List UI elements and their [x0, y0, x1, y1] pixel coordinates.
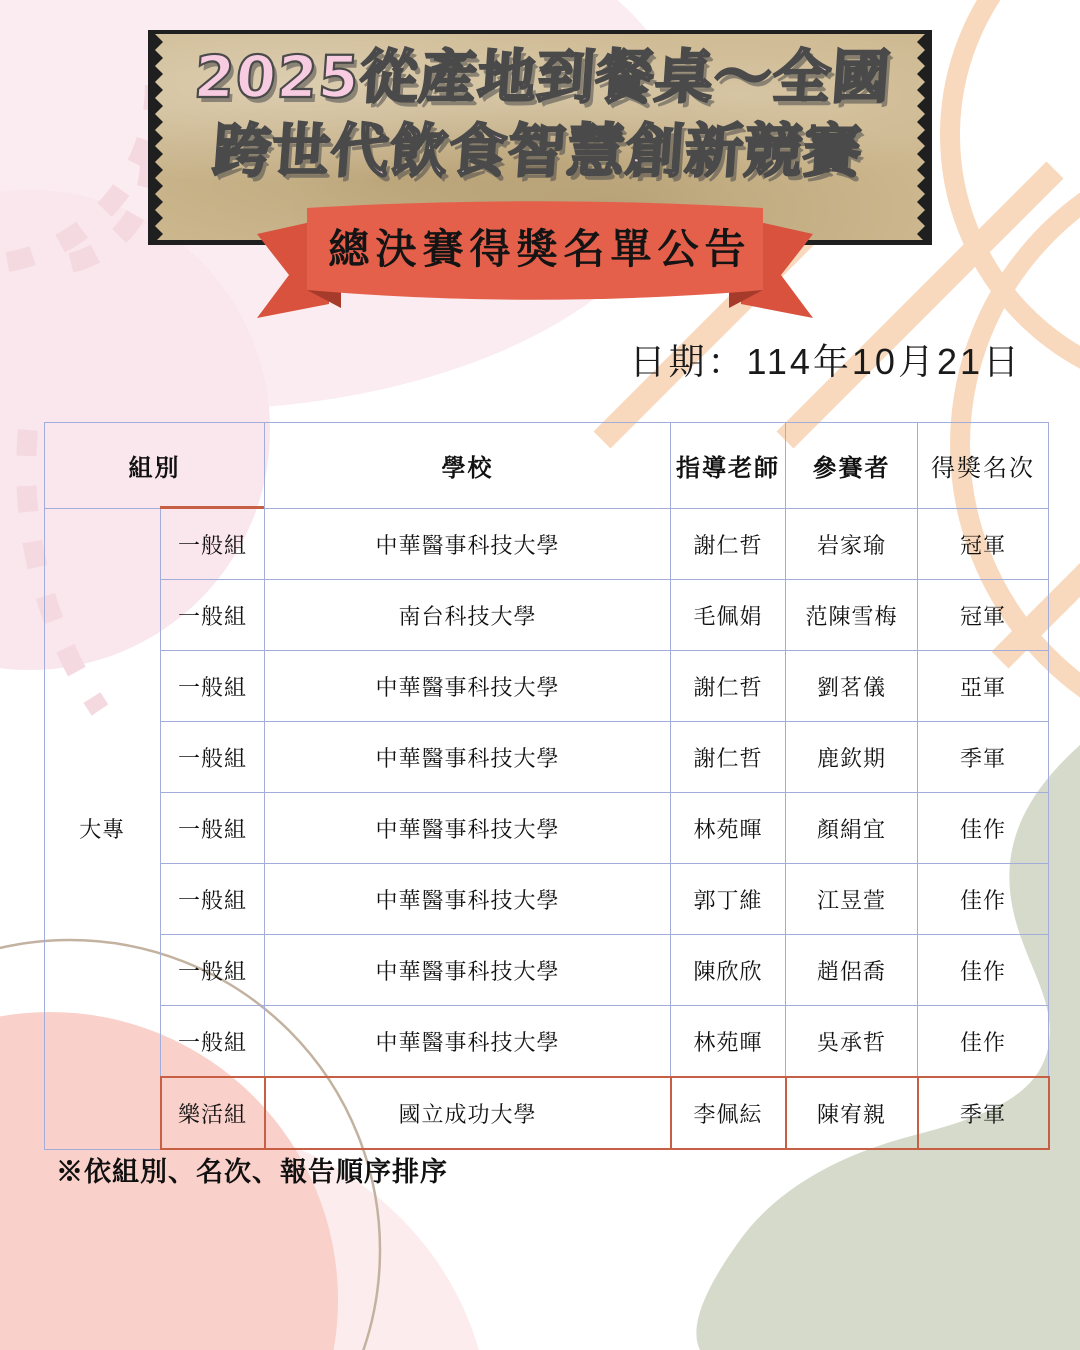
ribbon-label: 總決賽得獎名單公告	[328, 225, 752, 273]
participant-cell: 吳承哲	[786, 1006, 918, 1078]
participant-cell: 范陳雪梅	[786, 580, 918, 651]
group-cell: 樂活組	[161, 1077, 265, 1149]
award-cell: 佳作	[918, 1006, 1049, 1078]
group-cell: 一般組	[161, 935, 265, 1006]
table-row	[45, 935, 1049, 1006]
title-line-1: 2025從產地到餐桌～全國	[192, 43, 894, 111]
participant-cell: 劉茗儀	[786, 651, 918, 722]
table-row	[45, 1006, 1049, 1078]
poster-title	[145, 40, 935, 188]
school-cell: 中華醫事科技大學	[265, 509, 671, 580]
school-cell: 國立成功大學	[265, 1077, 671, 1149]
award-cell: 佳作	[918, 793, 1049, 864]
group-cell: 一般組	[161, 651, 265, 722]
table-row	[45, 509, 1049, 580]
group-cell: 一般組	[161, 1006, 265, 1078]
participant-cell: 陳宥親	[786, 1077, 918, 1149]
header-row	[45, 423, 1049, 509]
col-header-award: 得獎名次	[918, 423, 1049, 509]
teacher-cell: 李佩紜	[671, 1077, 786, 1149]
award-cell: 冠軍	[918, 509, 1049, 580]
results-table	[44, 422, 1050, 1150]
award-cell: 亞軍	[918, 651, 1049, 722]
participant-cell: 鹿欽期	[786, 722, 918, 793]
participant-cell: 趙侶喬	[786, 935, 918, 1006]
award-cell: 佳作	[918, 864, 1049, 935]
col-header-school: 學校	[265, 423, 671, 509]
table-row	[45, 580, 1049, 651]
participant-cell: 江昱萱	[786, 864, 918, 935]
col-header-participant: 參賽者	[786, 423, 918, 509]
group-cell: 一般組	[161, 722, 265, 793]
table-row	[45, 864, 1049, 935]
participant-cell: 顏絹宜	[786, 793, 918, 864]
school-cell: 中華醫事科技大學	[265, 722, 671, 793]
teacher-cell: 謝仁哲	[671, 651, 786, 722]
school-cell: 中華醫事科技大學	[265, 1006, 671, 1078]
school-cell: 中華醫事科技大學	[265, 935, 671, 1006]
teacher-cell: 謝仁哲	[671, 722, 786, 793]
title-line-2: 跨世代飲食智慧創新競賽	[210, 117, 865, 186]
table-row	[45, 651, 1049, 722]
award-cell: 季軍	[918, 722, 1049, 793]
group-cell: 一般組	[161, 509, 265, 580]
table-row	[45, 793, 1049, 864]
teacher-cell: 謝仁哲	[671, 509, 786, 580]
teacher-cell: 林苑暉	[671, 1006, 786, 1078]
participant-cell: 岩家瑜	[786, 509, 918, 580]
school-cell: 中華醫事科技大學	[265, 651, 671, 722]
red-border-segment	[160, 506, 264, 509]
school-cell: 中華醫事科技大學	[265, 864, 671, 935]
table-row	[45, 722, 1049, 793]
award-cell: 季軍	[918, 1077, 1049, 1149]
group-cell: 一般組	[161, 580, 265, 651]
group-cell: 一般組	[161, 864, 265, 935]
award-cell: 佳作	[918, 935, 1049, 1006]
school-cell: 南台科技大學	[265, 580, 671, 651]
col-header-teacher: 指導老師	[671, 423, 786, 509]
date-label: 日期：114年10月21日	[629, 341, 1022, 382]
group-cell: 一般組	[161, 793, 265, 864]
teacher-cell: 郭丁維	[671, 864, 786, 935]
teacher-cell: 林苑暉	[671, 793, 786, 864]
footnote: ※依組別、名次、報告順序排序	[56, 1157, 448, 1187]
col-header-group: 組別	[45, 423, 265, 509]
school-cell: 中華醫事科技大學	[265, 793, 671, 864]
division-cell: 大專	[45, 509, 161, 1150]
teacher-cell: 毛佩娟	[671, 580, 786, 651]
teacher-cell: 陳欣欣	[671, 935, 786, 1006]
table-row-highlighted	[45, 1077, 1049, 1149]
award-cell: 冠軍	[918, 580, 1049, 651]
